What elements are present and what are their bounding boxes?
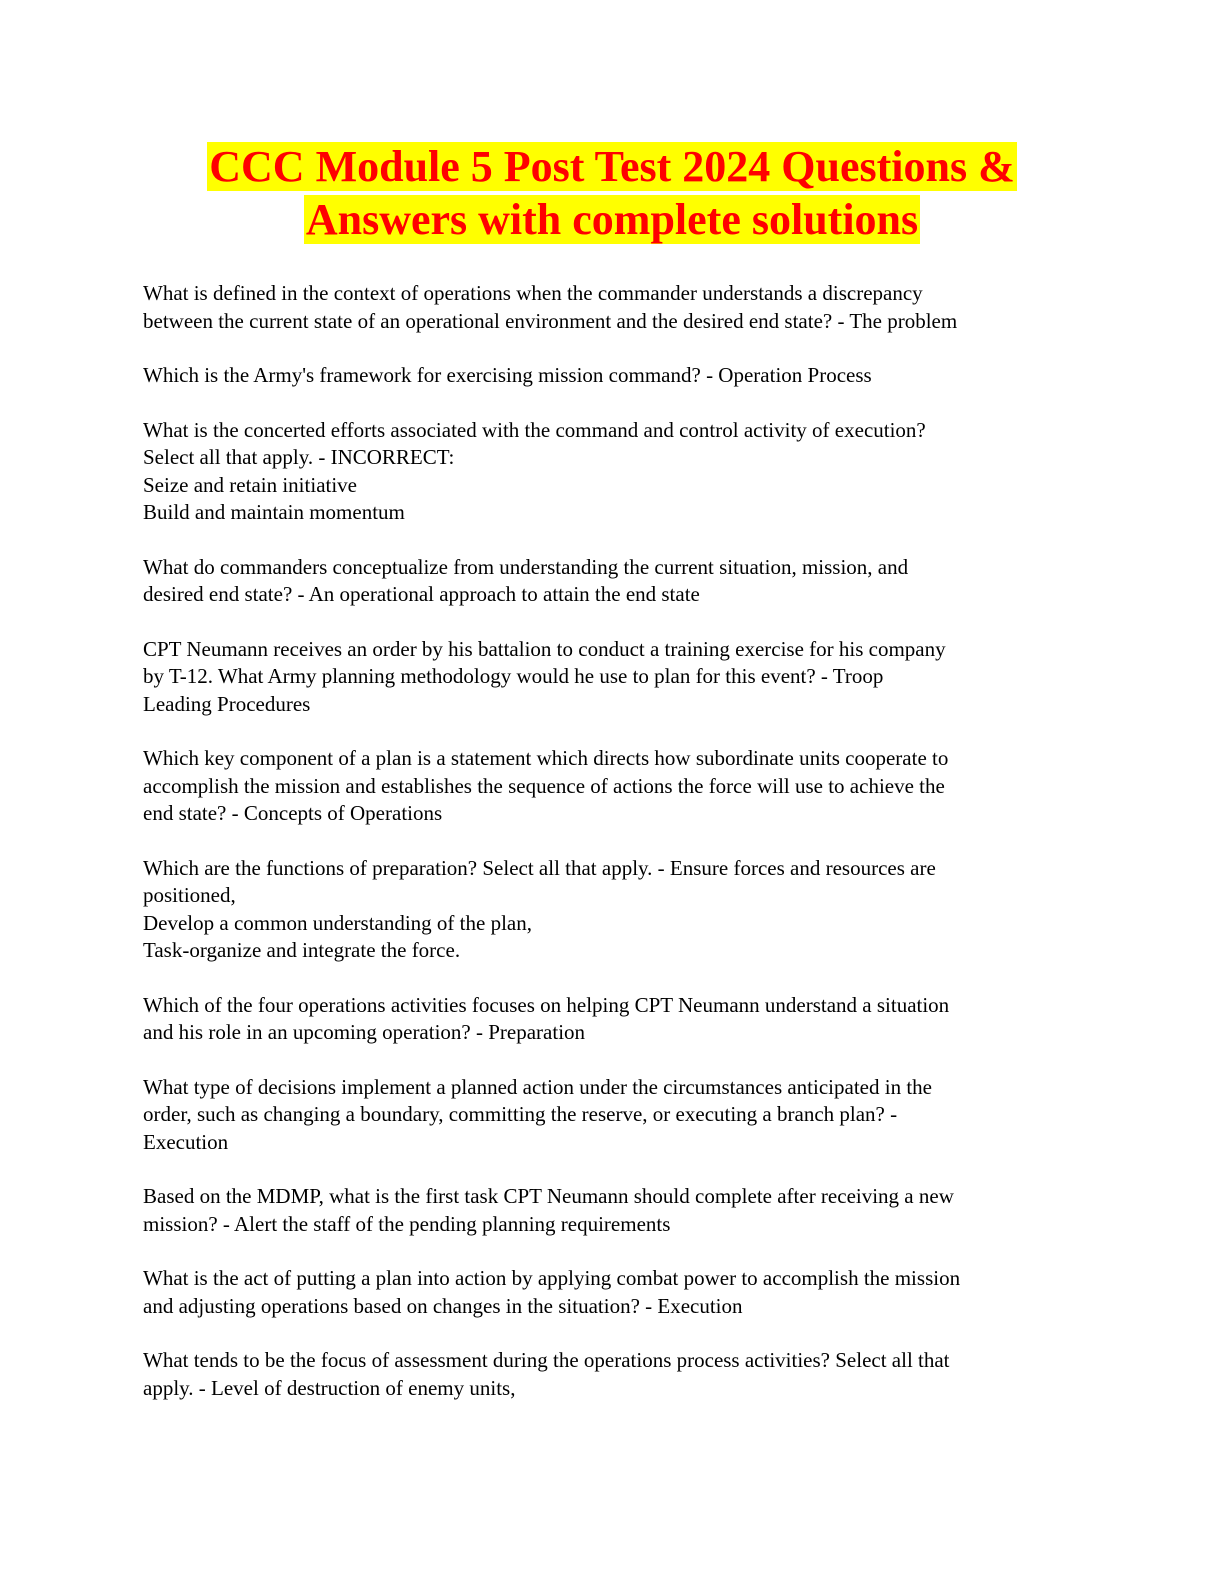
qa-line: Based on the MDMP, what is the first task CPT Neumann should complete after receiving a new (143, 1184, 954, 1208)
qa-item (143, 745, 1083, 828)
qa-item (143, 1074, 1083, 1157)
qa-line: by T-12. What Army planning methodology would he use to plan for this event? - Troop (143, 664, 884, 688)
qa-item (143, 636, 1083, 719)
qa-item (143, 1347, 1083, 1402)
qa-line: Which of the four operations activities focuses on helping CPT Neumann understand a situation (143, 992, 950, 1017)
qa-line: end state? - Concepts of Operations (143, 801, 443, 825)
qa-item (143, 992, 1083, 1047)
qa-line: What tends to be the focus of assessment during the operations process activities? Select all that (143, 1348, 950, 1372)
qa-line: What do commanders conceptualize from understanding the current situation, mission, and (143, 554, 909, 579)
qa-item (143, 1265, 1083, 1320)
qa-line: What type of decisions implement a planned action under the circumstances anticipated in the (143, 1074, 932, 1099)
qa-line: accomplish the mission and establishes the sequence of actions the force will use to achieve the (143, 773, 945, 798)
qa-item (143, 1183, 1083, 1238)
qa-item (143, 362, 1083, 390)
qa-line: What is defined in the context of operations when the commander understands a discrepancy (143, 281, 923, 305)
qa-line: desired end state? - An operational approach to attain the end state (143, 582, 700, 606)
title-line-2: Answers with complete solutions (305, 195, 919, 244)
qa-line: Execution (143, 1129, 229, 1154)
qa-line: Select all that apply. - INCORRECT: (143, 445, 455, 469)
qa-line: CPT Neumann receives an order by his battalion to conduct a training exercise for his company (143, 636, 946, 661)
title-line-1: CCC Module 5 Post Test 2024 Questions & (209, 142, 1015, 191)
qa-line: Which key component of a plan is a statement which directs how subordinate units cooperate to (143, 746, 949, 770)
qa-line: order, such as changing a boundary, committing the reserve, or executing a branch plan? - (143, 1102, 898, 1126)
qa-line: Leading Procedures (143, 691, 311, 716)
document-title (100, 140, 1124, 246)
qa-line: Which is the Army's framework for exercising mission command? - Operation Process (143, 363, 872, 387)
qa-line: What is the act of putting a plan into action by applying combat power to accomplish the mission (143, 1266, 961, 1290)
qa-line: Seize and retain initiative (143, 472, 357, 497)
qa-line: and his role in an upcoming operation? - Preparation (143, 1020, 586, 1044)
qa-line: Build and maintain momentum (143, 500, 405, 524)
qa-line: Which are the functions of preparation? Select all that apply. - Ensure forces and resources are (143, 855, 936, 880)
qa-line: Develop a common understanding of the plan, (143, 910, 532, 935)
qa-item (143, 417, 1083, 527)
qa-line: and adjusting operations based on changes in the situation? - Execution (143, 1293, 743, 1318)
qa-line: mission? - Alert the staff of the pending planning requirements (143, 1211, 671, 1236)
qa-list (143, 280, 1083, 1429)
qa-line: positioned, (143, 883, 236, 907)
qa-line: apply. - Level of destruction of enemy units, (143, 1375, 516, 1400)
qa-line: between the current state of an operational environment and the desired end state? - The problem (143, 308, 958, 333)
qa-item (143, 855, 1083, 965)
qa-line: What is the concerted efforts associated with the command and control activity of execution? (143, 417, 926, 442)
qa-line: Task-organize and integrate the force. (143, 938, 461, 962)
qa-item (143, 554, 1083, 609)
qa-item (143, 280, 1083, 335)
